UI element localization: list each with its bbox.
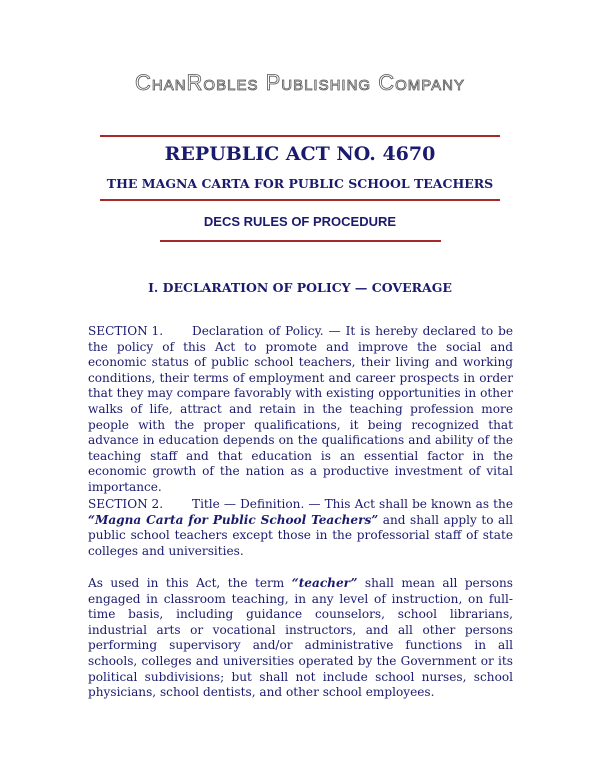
- section-1-text: Declaration of Policy. — It is hereby declared to be the policy of this Act to promote and improve the social and economic status of public school teachers, their living and working conditions, their terms of employment and career prospects in order that they may compare favorably with existing opportunities in other walks of life, attract and retain in the teaching profession more people with the proper qualifications, it being recognized that advance in education depends on the qualifications and ability of the teaching staff and that education is an essential factor in the economic growth of the nation as a productive investment of vital importance.: [88, 324, 513, 494]
- section-1-paragraph: [88, 324, 513, 496]
- section-2-label: SECTION 2.: [88, 497, 164, 511]
- definition-term: “teacher”: [291, 576, 358, 590]
- rules-heading: DECS RULES OF PROCEDURE: [203, 214, 397, 229]
- section-2-emphasis: “Magna Carta for Public School Teachers”: [88, 512, 379, 527]
- publisher-header: ChanRobles Publishing Company: [134, 70, 465, 95]
- teacher-definition-paragraph: [88, 576, 513, 701]
- section-2-paragraph: [88, 497, 513, 559]
- section-1-label: SECTION 1.: [88, 324, 164, 338]
- document-title: REPUBLIC ACT NO. 4670: [164, 143, 436, 165]
- section-2-text-after: and shall apply to all public school teachers except those in the professorial staff of state colleges and universities.: [88, 512, 513, 558]
- definition-text-before: As used in this Act, the term: [88, 576, 292, 590]
- document-subtitle: THE MAGNA CARTA FOR PUBLIC SCHOOL TEACHERS: [106, 176, 494, 191]
- bottom-divider: [100, 199, 500, 201]
- top-divider: [100, 135, 500, 137]
- definition-text-after: shall mean all persons engaged in classroom teaching, in any level of instruction, on full-time basis, including guidance counselors, school librarians, industrial arts or vocational instructors, and all other persons performing supervisory and/or administrative functions in all schools, colleges and universities operated by the Government or its political subdivisions; but shall not include school nurses, school physicians, school dentists, and other school employees.: [88, 576, 513, 700]
- rules-underline: [160, 240, 441, 242]
- section-2-text-before: Title — Definition. — This Act shall be known as the: [192, 497, 513, 511]
- section-heading: I. DECLARATION OF POLICY — COVERAGE: [148, 280, 452, 295]
